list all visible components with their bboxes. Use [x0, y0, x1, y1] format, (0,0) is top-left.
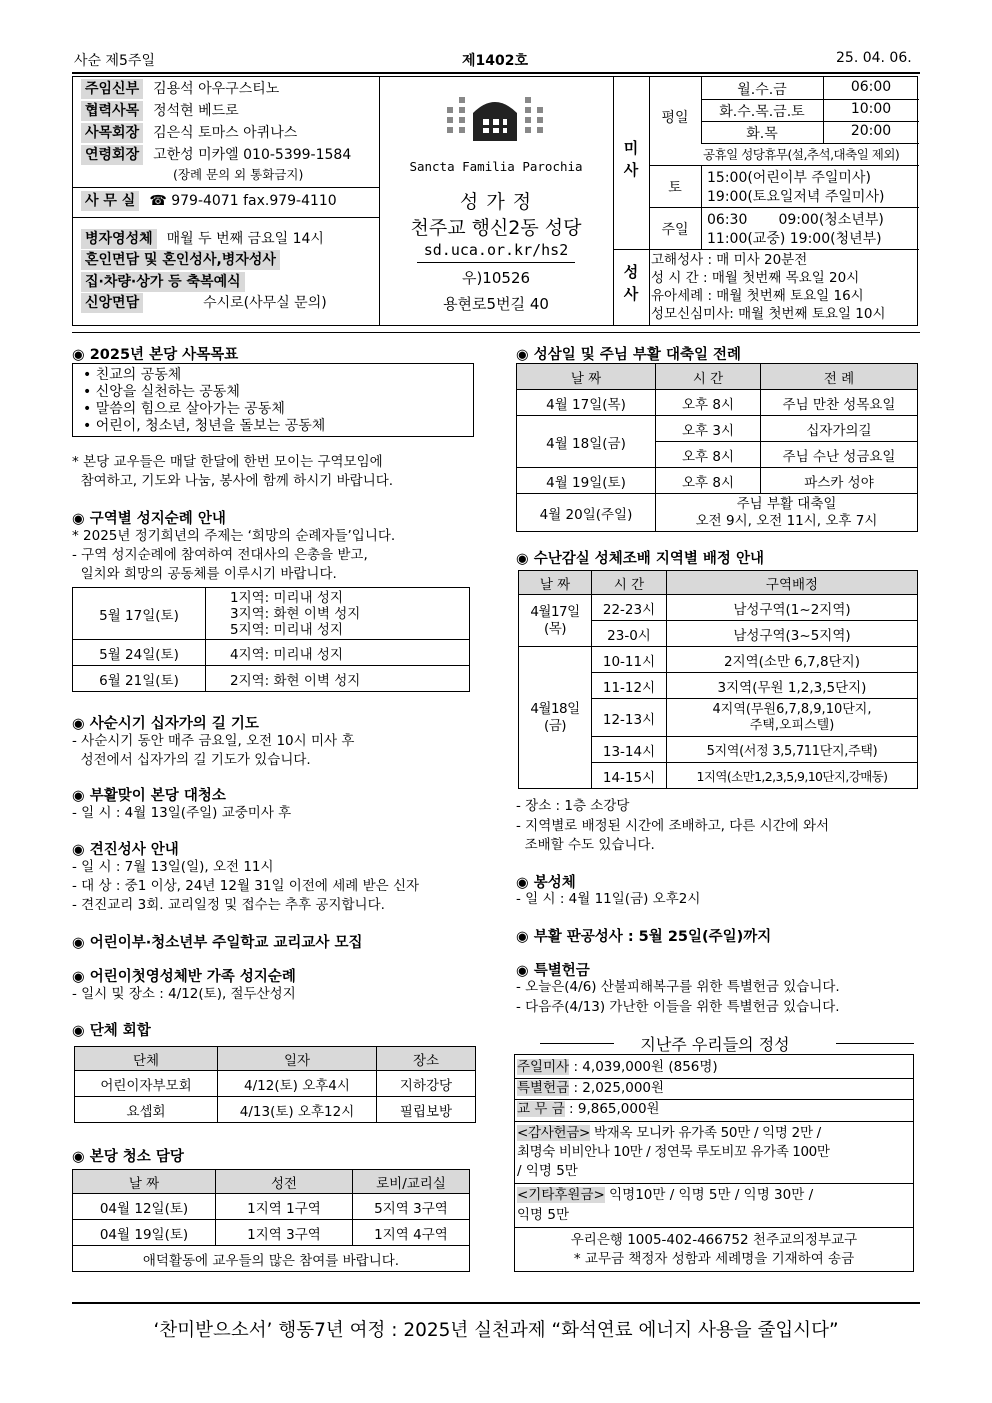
office-phone: ☎ 979-4071 fax.979-4110	[149, 193, 337, 209]
table-row: 04월 12일(토) 1지역 1구역 5지역 3구역	[73, 1194, 470, 1220]
goals-box	[72, 363, 474, 437]
goal-item: • 어린이, 청소년, 청년을 돌보는 공동체	[83, 418, 326, 434]
table-row: 5월 17일(토) 1지역: 미리내 성지 3지역: 화현 이벽 성지 5지역: 미리내 성지	[73, 588, 470, 640]
duty-title: ◉ 본당 청소 담당	[72, 1149, 184, 1165]
adoration-title: ◉ 수난감실 성체조배 지역별 배정 안내	[516, 551, 764, 567]
church-latin-name: Sancta Familia Parochia	[409, 159, 583, 174]
saturday-mass: 15:00(어린이부 주일미사)	[707, 170, 871, 186]
sick-communion-text: - 일 시 : 4월 11일(금) 오후2시	[516, 891, 701, 907]
table-row: 12-13시 4지역(무원6,7,8,9,10단지, 주택,오피스텔)	[519, 699, 918, 737]
issue-number: 제1402호	[462, 53, 529, 69]
table-row: 4월 20일(주일) 주님 부활 대축일 오전 9시, 오전 11시, 오후 7시	[517, 494, 918, 532]
staff-note: (장례 문의 외 통화금지)	[173, 167, 304, 182]
table-row: 4월 17일(목) 오후 8시 주님 만찬 성목요일	[517, 390, 918, 416]
staff-row: 협력사목 정석현 베드로	[81, 101, 239, 121]
pilgrimage-text: 일치와 희망의 공동체를 이루시기 바랍니다.	[72, 566, 337, 582]
office-row: 사 무 실 ☎ 979-4071 fax.979-4110	[81, 191, 337, 211]
weekday-label: 평일	[661, 110, 689, 126]
table-row: 6월 21일(토) 2지역: 화현 이벽 성지	[73, 666, 470, 692]
cleaning-title: ◉ 부활맞이 본당 대청소	[72, 788, 226, 804]
bank-account: 우리은행 1005-402-466752 천주교의정부교구	[570, 1232, 858, 1248]
goal-item: • 친교의 공동체	[83, 367, 182, 383]
bank-note: * 교무금 책정자 성함과 세례명을 기재하여 송금	[573, 1251, 855, 1267]
goal-item: • 말씀의 힘으로 살아가는 공동체	[83, 401, 285, 417]
sacrament-schedule: 고해성사 : 매 미사 20분전 성 시 간 : 매월 첫번째 목요일 20시 유아세례 : 매월 첫번째 토요일 16시 성모신심미사: 매월 첫번째 토요일 10시	[651, 252, 886, 322]
section-rule	[72, 332, 920, 333]
table-row: 11-12시 3지역(무원 1,2,3,5단지)	[519, 673, 918, 699]
adoration-text: - 장소 : 1층 소강당	[516, 798, 630, 814]
groups-title: ◉ 단체 회합	[72, 1023, 151, 1039]
holiday-note: 공휴일 성당휴무(설,추석,대축일 제외)	[703, 147, 900, 162]
confirmation-text: - 일 시 : 7월 13일(일), 오전 11시	[72, 859, 274, 875]
mass-time: 06:00	[850, 79, 892, 95]
church-name: 성 가 정	[459, 191, 533, 213]
sick-communion-title: ◉ 봉성체	[516, 875, 576, 891]
special-collection-text: - 다음주(4/13) 가난한 이들을 위한 특별헌금 있습니다.	[516, 999, 840, 1015]
mass-time: 10:00	[850, 101, 892, 117]
church-address: 용현로5번길 40	[443, 295, 549, 313]
footer-slogan: ‘찬미받으소서’ 행동7년 여정 : 2025년 실천과제 “화석연료 에너지 사용을 줄입시다”	[153, 1320, 839, 1341]
goal-item: • 신앙을 실천하는 공동체	[83, 384, 240, 400]
firstcomm-title: ◉ 어린이첫영성체반 가족 성지순례	[72, 969, 296, 985]
table-row: 애덕활동에 교우들의 많은 참여를 바랍니다.	[73, 1246, 470, 1272]
confirmation-text: - 견진교리 3회. 교리일정 및 접수는 추후 공지합니다.	[72, 897, 385, 913]
saturday-label: 토	[668, 180, 682, 196]
mass-day: 월.수.금	[737, 82, 787, 98]
parish-info-box	[72, 76, 918, 326]
adoration-table	[518, 570, 918, 789]
footer-rule	[72, 1302, 920, 1304]
church-full-name: 천주교 행신2동 성당	[410, 217, 582, 239]
table-header: 날 짜 시 간 전 례	[517, 364, 918, 390]
table-row: 14-15시 1지역(소만1,2,3,5,9,10단지,강매동)	[519, 763, 918, 789]
church-url[interactable]: sd.uca.or.kr/hs2	[423, 241, 569, 259]
header-rule	[72, 72, 920, 74]
special-collection-title: ◉ 특별헌금	[516, 963, 590, 979]
special-collection-text: - 오늘은(4/6) 산불피해복구를 위한 특별헌금 있습니다.	[516, 979, 840, 995]
confirmation-text: - 대 상 : 중1 이상, 24년 12월 31일 이전에 세례 받은 신자	[72, 878, 420, 894]
goals-title: ◉ 2025년 본당 사목목표	[72, 347, 239, 363]
service-row: 신앙면담 수시로(사무실 문의)	[81, 293, 327, 313]
table-row: 4월18일 (금) 10-11시 2지역(소만 6,7,8단지)	[519, 647, 918, 673]
mass-day: 화.목	[746, 126, 778, 142]
table-row: 23-0시 남성구역(3~5지역)	[519, 621, 918, 647]
sacrament-label: 성 사	[623, 263, 639, 303]
table-row: 요셉회 4/13(토) 오후12시 필립보방	[75, 1097, 476, 1123]
pilgrimage-table	[72, 587, 470, 692]
saturday-mass: 19:00(토요일저녁 주일미사)	[707, 189, 885, 205]
holyweek-table	[516, 363, 918, 532]
stations-title: ◉ 사순시기 십자가의 길 기도	[72, 716, 259, 732]
cleaning-text: - 일 시 : 4월 13일(주일) 교중미사 후	[72, 805, 292, 821]
duty-table	[72, 1169, 470, 1272]
goals-note: * 본당 교우들은 매달 한달에 한번 모이는 구역모임에	[72, 454, 383, 470]
groups-table	[74, 1046, 476, 1123]
pilgrimage-title: ◉ 구역별 성지순례 안내	[72, 511, 226, 527]
sunday-mass: 11:00(교중) 19:00(청년부)	[707, 231, 882, 247]
church-zip: 우)10526	[461, 269, 531, 287]
easter-confession-title: ◉ 부활 판공성사 : 5월 25일(주일)까지	[516, 929, 772, 945]
adoration-text: 조배할 수도 있습니다.	[516, 837, 655, 853]
church-logo	[445, 91, 545, 155]
offering-title: 지난주 우리들의 정성	[640, 1035, 790, 1054]
table-header: 단체 일자 장소	[75, 1047, 476, 1071]
table-row: 4월17일 (목) 22-23시 남성구역(1~2지역)	[519, 595, 918, 621]
adoration-text: - 지역별로 배정된 시간에 조배하고, 다른 시간에 와서	[516, 818, 830, 834]
confirmation-title: ◉ 견진성사 안내	[72, 842, 179, 858]
teachers-title: ◉ 어린이부·청소년부 주일학교 교리교사 모집	[72, 935, 363, 951]
goals-note: 참여하고, 기도와 나눔, 봉사에 함께 하시기 바랍니다.	[72, 473, 394, 489]
mass-day: 화.수.목.금.토	[719, 104, 805, 120]
holyweek-title: ◉ 성삼일 및 주님 부활 대축일 전례	[516, 347, 742, 363]
table-row: 오후 8시 주님 수난 성금요일	[517, 442, 918, 468]
offering-box: 주일미사 : 4,039,000원 (856명) 특별헌금 : 2,025,000원 교 무 금 : 9,865,000원 <감사헌금> 박재옥 모니카 유가족 50만 / 익명 2만 / 최명숙 비비안나 10만 / 정연묵 루도비꼬 유가족 100만 / 익명 5만 <기타후원금> 익명10만 / 익명 5만 / 익명 30만 / 익명 5만 우리은행 1005-402-466752 천주교의정부교구 * 교무금 책정자 성함과 세례명을 기재하여 송금	[514, 1054, 914, 1272]
stations-text: 성전에서 십자가의 길 기도가 있습니다.	[72, 752, 311, 768]
table-header: 날 짜 성전 로비/교리실	[73, 1170, 470, 1194]
issue-date: 25. 04. 06.	[836, 50, 912, 66]
sunday-mass: 06:30 09:00(청소년부)	[707, 212, 884, 228]
mass-label: 미 사	[623, 139, 639, 179]
table-row: 04월 19일(토) 1지역 3구역 1지역 4구역	[73, 1220, 470, 1246]
table-row: 어린이자부모회 4/12(토) 오후4시 지하강당	[75, 1071, 476, 1097]
staff-row: 주임신부 김용석 아우구스티노	[81, 79, 279, 99]
firstcomm-text: - 일시 및 장소 : 4/12(토), 절두산성지	[72, 986, 296, 1002]
table-row: 13-14시 5지역(서정 3,5,711단지,주택)	[519, 737, 918, 763]
staff-row: 사목회장 김은식 토마스 아퀴나스	[81, 123, 297, 143]
table-row: 5월 24일(토) 4지역: 미리내 성지	[73, 640, 470, 666]
service-row: 병자영성체 매월 두 번째 금요일 14시	[81, 229, 324, 249]
staff-row: 연령회장 고한성 미카엘 010-5399-1584	[81, 145, 351, 165]
mass-time: 20:00	[850, 123, 892, 139]
stations-text: - 사순시기 동안 매주 금요일, 오전 10시 미사 후	[72, 733, 355, 749]
table-header: 날 짜 시 간 구역배정	[519, 571, 918, 595]
pilgrimage-text: * 2025년 정기희년의 주제는 ‘희망의 순례자들’입니다.	[72, 528, 396, 544]
table-row: 4월 19일(토) 오후 8시 파스카 성야	[517, 468, 918, 494]
sunday-label: 주일	[661, 222, 689, 238]
service-row: 집·차량·상가 등 축복예식	[81, 272, 255, 292]
table-row: 4월 18일(금) 오후 3시 십자가의길	[517, 416, 918, 442]
sunday-title: 사순 제5주일	[74, 53, 155, 69]
service-row: 혼인면담 및 혼인성사,병자성사	[81, 250, 290, 270]
pilgrimage-text: - 구역 성지순례에 참여하여 전대사의 은총을 받고,	[72, 547, 368, 563]
